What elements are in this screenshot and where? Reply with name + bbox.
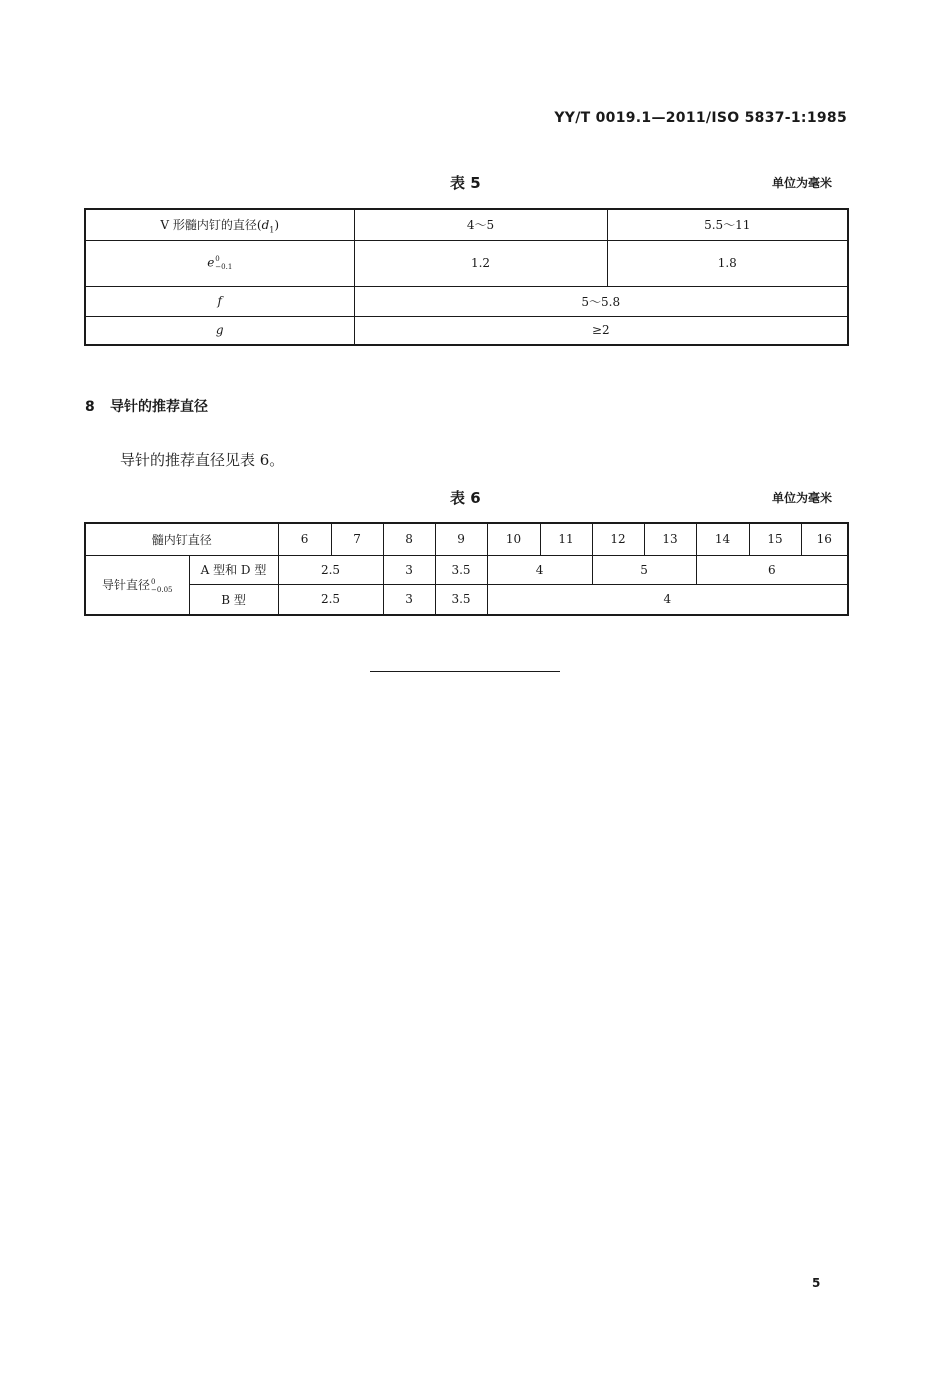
f-value: 5～5.8 (354, 286, 848, 316)
type-ad-value: 5 (592, 555, 696, 584)
table5-row-diameter (85, 209, 848, 240)
table6-unit: 单位为毫米 (772, 491, 833, 505)
page-number: 5 (812, 1276, 821, 1290)
diameter-col2: 5.5～11 (607, 209, 848, 240)
table5-row-g (85, 316, 848, 345)
size-cell: 10 (487, 523, 540, 555)
standard-code: YY/T 0019.1—2011/ISO 5837-1:1985 (554, 110, 847, 126)
table5 (84, 208, 849, 346)
table5-row-e (85, 240, 848, 286)
f-label: f (85, 286, 354, 316)
type-b-value: 3 (383, 584, 435, 615)
type-ad-label: A 型和 D 型 (189, 555, 278, 584)
table6-row-type-b (85, 584, 848, 615)
size-cell: 7 (331, 523, 383, 555)
table5-row-f (85, 286, 848, 316)
type-ad-value: 3.5 (435, 555, 487, 584)
size-cell: 15 (749, 523, 801, 555)
e-label: e0 −0.1 (85, 240, 354, 286)
table6 (84, 522, 849, 616)
type-b-value: 4 (487, 584, 848, 615)
table6-row-type-ad (85, 555, 848, 584)
type-b-label: B 型 (189, 584, 278, 615)
size-cell: 16 (801, 523, 848, 555)
section-number: 8 (85, 399, 95, 415)
section-8-body: 导针的推荐直径见表 6。 (120, 451, 285, 469)
table5-unit: 单位为毫米 (772, 176, 833, 190)
type-b-value: 3.5 (435, 584, 487, 615)
e-col1: 1.2 (354, 240, 607, 286)
size-cell: 13 (644, 523, 696, 555)
table6-title: 表 6 (450, 489, 481, 507)
type-ad-value: 4 (487, 555, 592, 584)
size-cell: 6 (278, 523, 331, 555)
type-ad-value: 3 (383, 555, 435, 584)
section-8-heading (85, 396, 208, 416)
type-b-value: 2.5 (278, 584, 383, 615)
table6-header-row (85, 523, 848, 555)
table5-title: 表 5 (450, 174, 481, 192)
diameter-label: V 形髓内钉的直径$(d_1)$ (85, 209, 354, 240)
size-cell: 14 (696, 523, 749, 555)
size-cell: 11 (540, 523, 592, 555)
e-col2: 1.8 (607, 240, 848, 286)
size-cell: 8 (383, 523, 435, 555)
size-cell: 9 (435, 523, 487, 555)
g-value: ≥2 (354, 316, 848, 345)
g-label: g (85, 316, 354, 345)
section-title: 导针的推荐直径 (110, 399, 208, 415)
diameter-col1: 4～5 (354, 209, 607, 240)
nail-diameter-label: 髓内钉直径 (85, 523, 278, 555)
type-ad-value: 2.5 (278, 555, 383, 584)
end-rule (370, 671, 560, 672)
size-cell: 12 (592, 523, 644, 555)
type-ad-value: 6 (696, 555, 848, 584)
guide-pin-diameter-label: 导针直径0 −0.05 (85, 555, 189, 615)
